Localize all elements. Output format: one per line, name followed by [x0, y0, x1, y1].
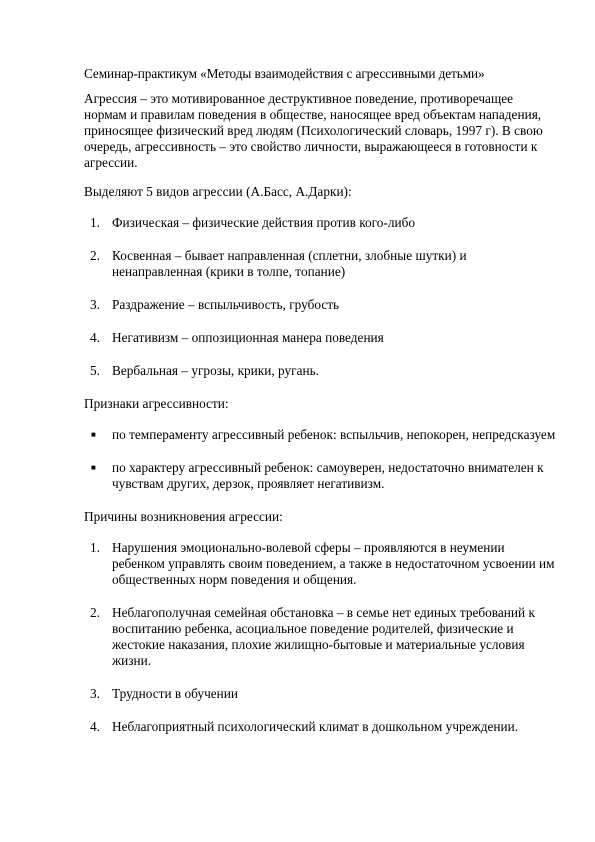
list-item-text: Неблагополучная семейная обстановка – в семье нет единых требований к воспитанию ребенка, асоциальное поведение родителей, физические и жестокие наказания, плохие жилищно-бытовые и материальные условия жизни.	[112, 605, 535, 668]
list-number: 4.	[90, 330, 100, 345]
square-bullet-icon: ■	[91, 463, 96, 472]
list-item-text: Раздражение – вспыльчивость, грубость	[112, 297, 340, 312]
list-number: 1.	[90, 215, 100, 230]
list-number: 3.	[90, 297, 100, 312]
list-item	[84, 686, 559, 702]
types-heading: Выделяют 5 видов агрессии (А.Басс, А.Дарки):	[84, 184, 352, 199]
causes-heading: Причины возникновения агрессии:	[84, 509, 283, 524]
list-item	[84, 248, 559, 280]
list-item-text: Неблагоприятный психологический климат в дошкольном учреждении.	[112, 719, 519, 734]
list-item	[84, 719, 559, 735]
list-item	[84, 363, 559, 379]
list-item-text: по характеру агрессивный ребенок: самоуверен, недостаточно внимателен к чувствам других, дерзок, проявляет негативизм.	[112, 460, 544, 491]
square-bullet-icon: ■	[91, 430, 96, 439]
list-item	[84, 427, 559, 443]
list-item	[84, 297, 559, 313]
list-item	[84, 605, 559, 669]
intro-paragraph: Агрессия – это мотивированное деструктивное поведение, противоречащее нормам и правилам поведения в обществе, наносящее вред объектам нападения, приносящее физический вред людям (Психологический словарь, 1997 г). В свою очередь, агрессивность – это свойство личности, выражающееся в готовности к агрессии.	[84, 91, 543, 170]
list-item-text: Физическая – физические действия против кого-либо	[112, 215, 416, 230]
list-item-text: Косвенная – бывает направленная (сплетни, злобные шутки) и ненаправленная (крики в толпе, топание)	[112, 248, 467, 279]
list-item-text: Трудности в обучении	[112, 686, 239, 701]
aggression-signs-list	[84, 427, 559, 492]
list-item	[84, 540, 559, 588]
list-item	[84, 460, 559, 492]
list-number: 3.	[90, 686, 100, 701]
list-number: 2.	[90, 605, 100, 620]
list-item-text: Нарушения эмоционально-волевой сферы – проявляются в неумении ребенком управлять своим поведением, а также в недостаточном усвоении им общественных норм поведения и общения.	[112, 540, 555, 587]
list-number: 1.	[90, 540, 100, 555]
list-number: 5.	[90, 363, 100, 378]
document-title: Семинар-практикум «Методы взаимодействия с агрессивными детьми»	[84, 66, 485, 81]
aggression-causes-list	[84, 540, 559, 735]
document-page	[84, 66, 559, 752]
list-item	[84, 215, 559, 231]
list-number: 4.	[90, 719, 100, 734]
aggression-types-list	[84, 215, 559, 379]
list-item-text: Вербальная – угрозы, крики, ругань.	[112, 363, 319, 378]
list-item-text: Негативизм – оппозиционная манера поведения	[112, 330, 384, 345]
signs-heading: Признаки агрессивности:	[84, 396, 229, 411]
list-number: 2.	[90, 248, 100, 263]
list-item-text: по темпераменту агрессивный ребенок: вспыльчив, непокорен, непредсказуем	[112, 427, 556, 442]
list-item	[84, 330, 559, 346]
